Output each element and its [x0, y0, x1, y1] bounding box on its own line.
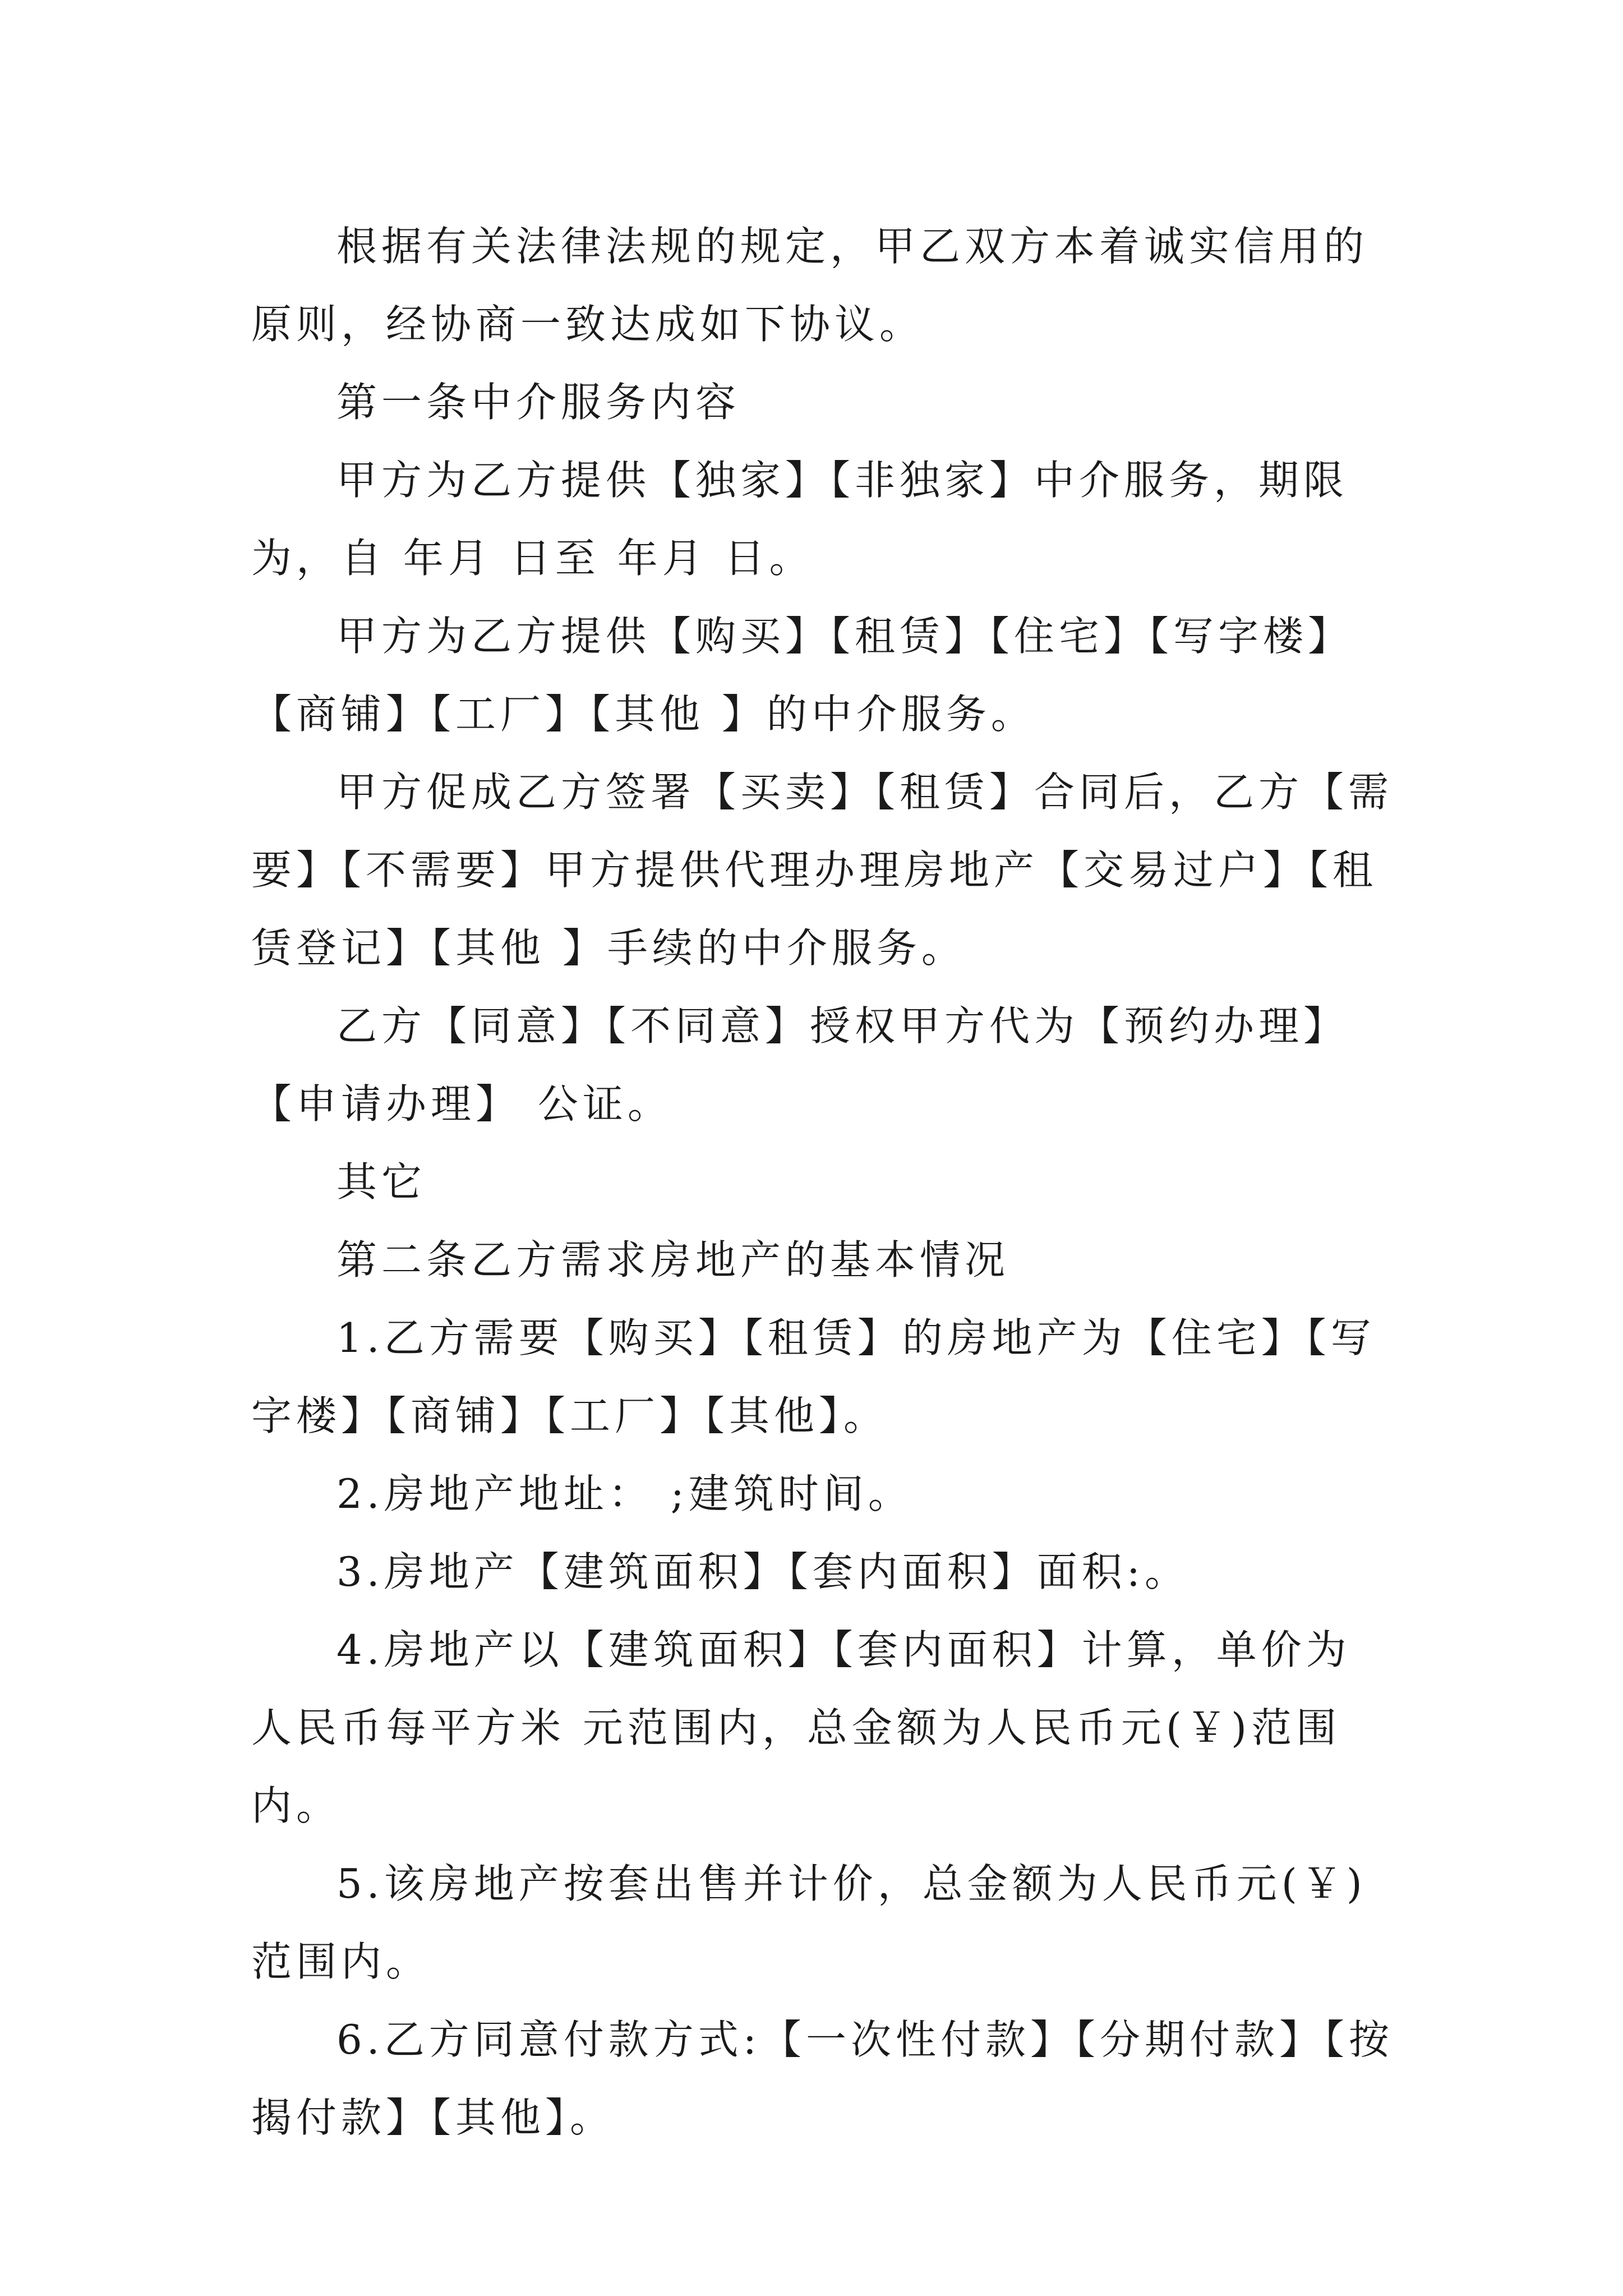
- paragraph-intro: 根据有关法律法规的规定，甲乙双方本着诚实信用的原则，经协商一致达成如下协议。: [251, 223, 1369, 348]
- list-item-2: 2.房地产地址： ;建筑时间。: [336, 1470, 913, 1517]
- paragraph-contract-services: 甲方促成乙方签署【买卖】【租赁】合同后，乙方【需要】【不需要】甲方提供代理办理房地产【交易过户】【租赁登记】【其他 】手续的中介服务。: [251, 769, 1394, 972]
- heading-article-1: 第一条中介服务内容: [336, 379, 741, 426]
- list-item-6: 6.乙方同意付款方式:【一次性付款】【分期付款】【按揭付款】【其他】。: [251, 2016, 1394, 2141]
- paragraph-service-type: 甲方为乙方提供【购买】【租赁】【住宅】【写字楼】【商铺】【工厂】【其他 】的中介服务。: [251, 613, 1353, 738]
- list-item-4: 4.房地产以【建筑面积】【套内面积】计算，单价为人民币每平方米 元范围内，总金额为人民币元(￥)范围内。: [251, 1626, 1351, 1829]
- heading-article-2: 第二条乙方需求房地产的基本情况: [336, 1236, 1010, 1283]
- list-item-1: 1.乙方需要【购买】【租赁】的房地产为【住宅】【写字楼】【商铺】【工厂】【其他】。: [251, 1314, 1376, 1439]
- paragraph-notarization: 乙方【同意】【不同意】授权甲方代为【预约办理】【申请办理】 公证。: [251, 1002, 1349, 1128]
- document-body: [251, 208, 1395, 2157]
- paragraph-other: 其它: [336, 1158, 427, 1205]
- paragraph-service-term: 甲方为乙方提供【独家】【非独家】中介服务，期限为，自 年月 日至 年月 日。: [251, 457, 1349, 582]
- list-item-5: 5.该房地产按套出售并计价，总金额为人民币元(￥)范围内。: [251, 1860, 1367, 1985]
- list-item-3: 3.房地产【建筑面积】【套内面积】面积:。: [336, 1548, 1189, 1595]
